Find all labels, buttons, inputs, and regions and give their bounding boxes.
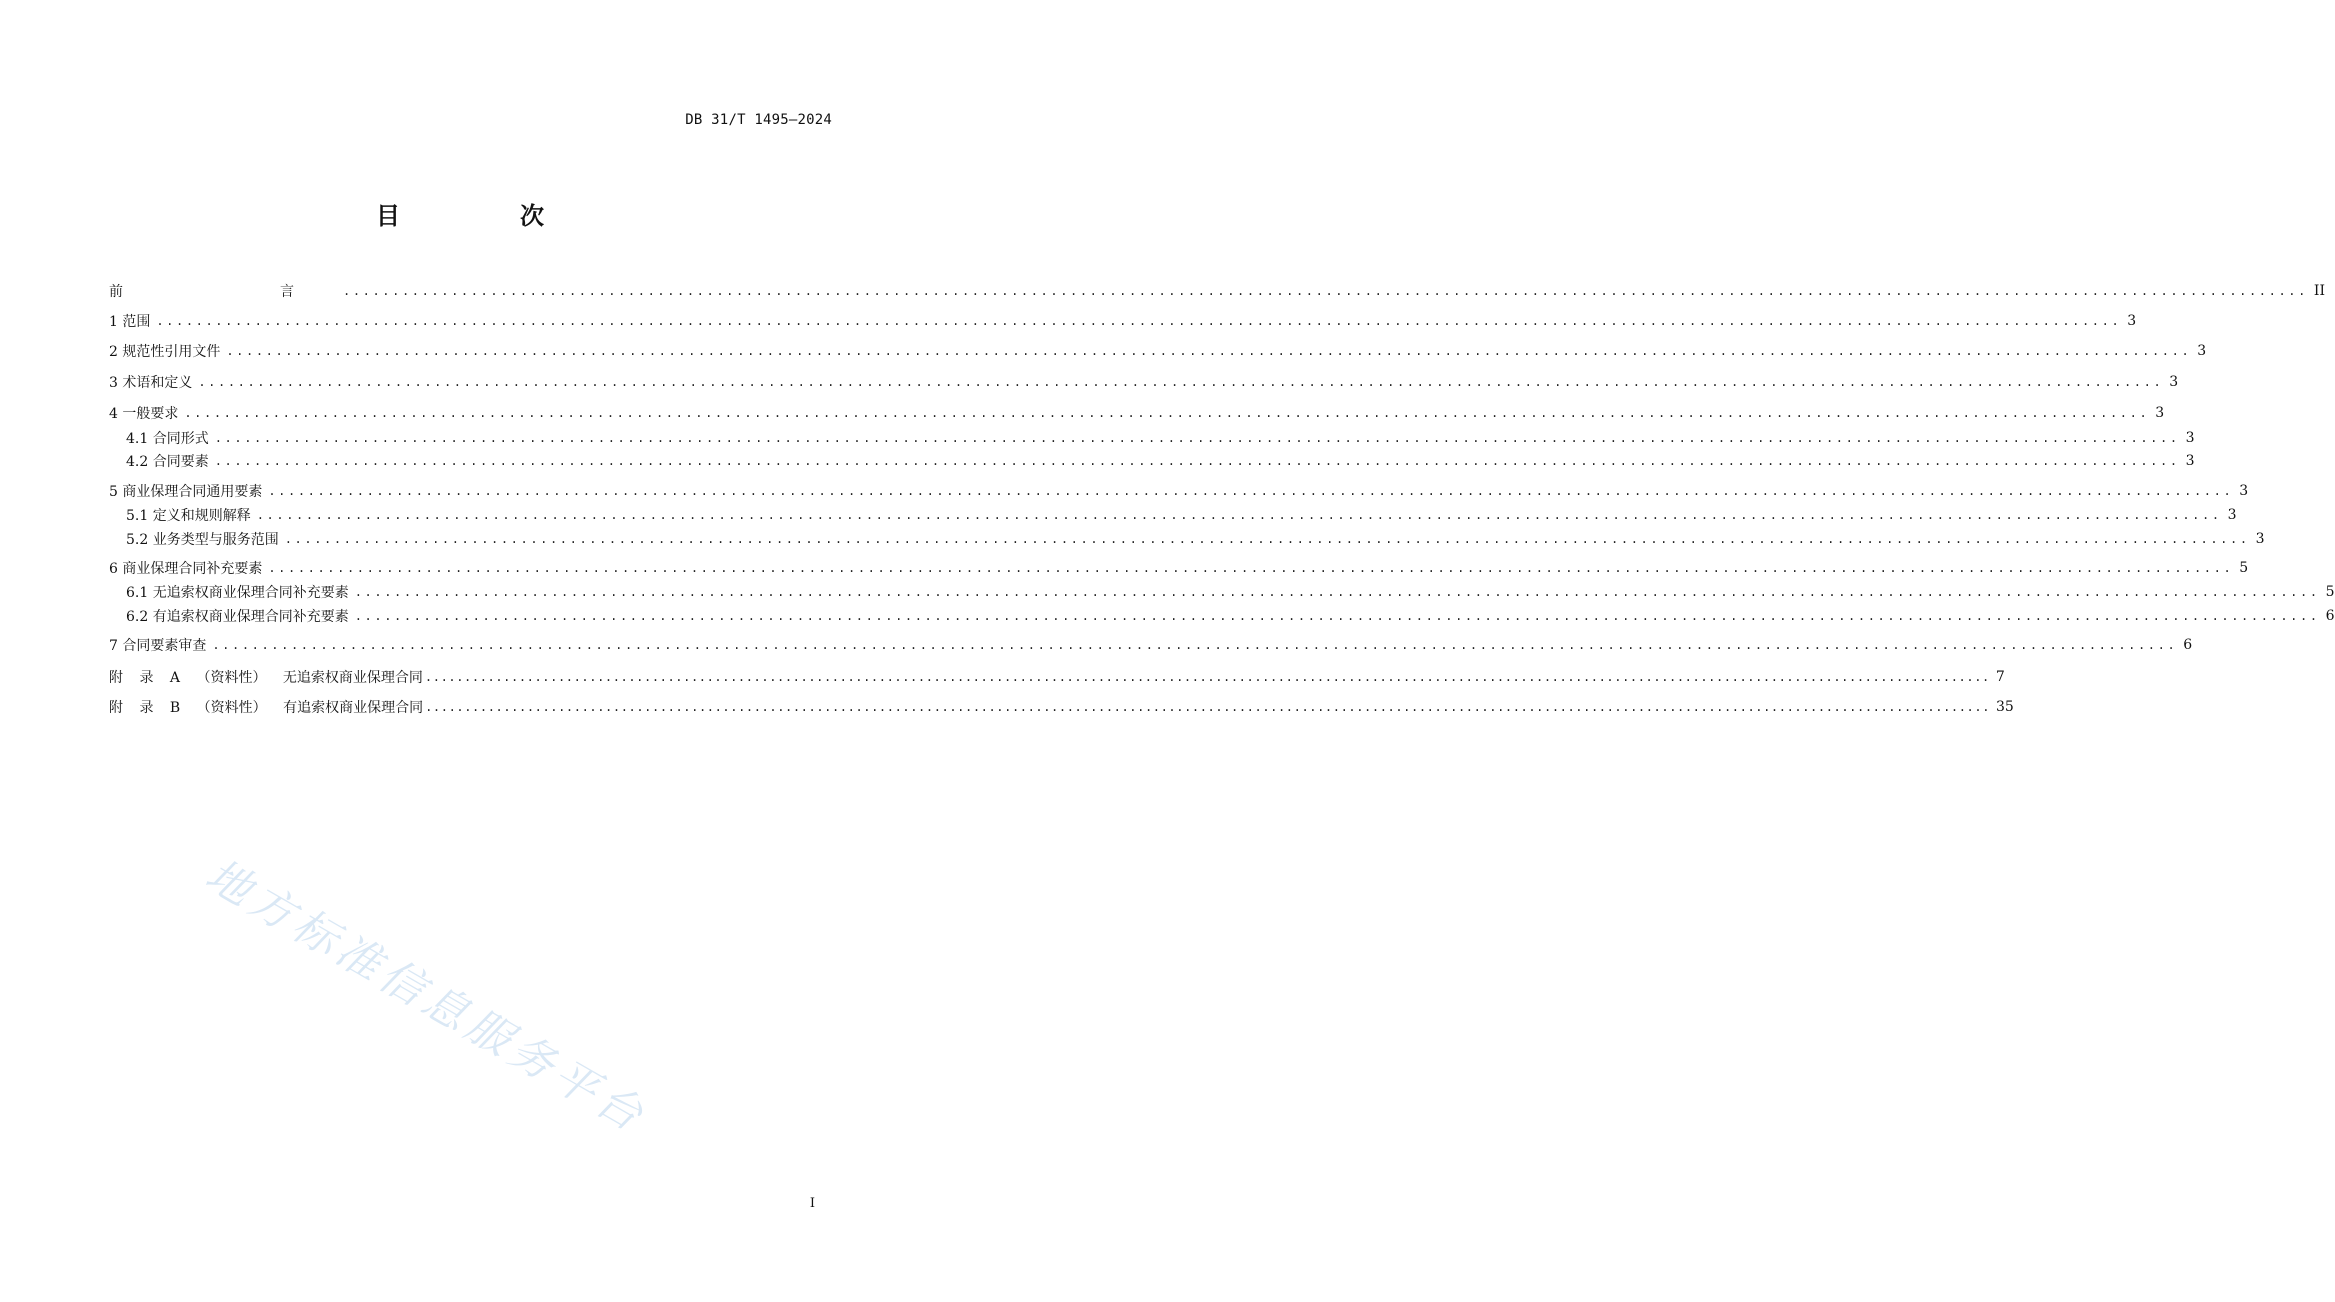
toc-leader-dots: ........................................................................................................................................................................................................ (354, 609, 2320, 623)
toc-entry-label: 6.2 有追索权商业保理合同补充要素 (126, 609, 349, 625)
toc-leader-dots: ........................................................................................................................................................................................................ (214, 454, 2180, 468)
toc-entry-label: 7 合同要素审查 (109, 638, 207, 654)
toc-entry[interactable] (109, 605, 2335, 627)
toc-leader-dots: ........................................................................................................................................................................................................ (343, 284, 2308, 298)
toc-entry[interactable] (109, 666, 2005, 688)
toc-entry-page: 6 (2183, 637, 2193, 653)
toc-entry-page: 5 (2239, 560, 2249, 576)
toc-entry-page: 35 (1996, 699, 2014, 715)
toc-leader-dots: ........................................................................................................................................................................................................ (284, 532, 2250, 546)
toc-entry-page: 6 (2325, 608, 2335, 624)
toc-leader-dots: ........................................................................................................................................................................................................ (214, 431, 2180, 445)
toc-entry-page: 3 (2185, 453, 2195, 469)
toc-entry-page: 7 (1995, 669, 2005, 685)
toc-entry-page: 3 (2197, 343, 2207, 359)
toc-entry-label: 附 录 A （资料性） 无追索权商业保理合同 (109, 670, 423, 686)
toc-leader-dots: ........................................................................................................................................................................................................ (156, 314, 2122, 328)
toc-leader-dots: ........................................................................................................................................................................................................ (268, 561, 2234, 575)
toc-entry-label: 3 术语和定义 (109, 375, 193, 391)
toc-entry[interactable] (109, 310, 2137, 332)
toc-entry-page: 3 (2169, 374, 2179, 390)
toc-leader-dots: ........................................................................................................................................................................................................ (184, 406, 2150, 420)
toc-entry-page: 3 (2155, 405, 2165, 421)
toc-leader-dots: ........................................................................................................................................................................................................ (198, 375, 2164, 389)
toc-entry-label: 6 商业保理合同补充要素 (109, 561, 263, 577)
page-number: I (809, 1196, 815, 1211)
toc-entry-label: 4 一般要求 (109, 406, 179, 422)
toc-entry-label: 4.2 合同要素 (126, 454, 209, 470)
toc-entry-page: II (2313, 283, 2325, 299)
toc-entry[interactable] (109, 634, 2193, 656)
toc-leader-dots: ........................................................................................................................................................................................................ (425, 700, 1991, 714)
toc-entry[interactable] (109, 557, 2249, 579)
toc-leader-dots: ........................................................................................................................................................................................................ (268, 484, 2234, 498)
toc-entry-page: 3 (2255, 531, 2265, 547)
toc-leader-dots: ........................................................................................................................................................................................................ (212, 638, 2178, 652)
toc-entry[interactable] (109, 340, 2207, 362)
toc-entry-label: 5 商业保理合同通用要素 (109, 484, 263, 500)
toc-entry[interactable] (109, 528, 2265, 550)
toc-leader-dots: ........................................................................................................................................................................................................ (354, 585, 2320, 599)
toc-entry-page: 3 (2227, 507, 2237, 523)
toc-entry[interactable] (109, 280, 2325, 302)
toc-entry-page: 5 (2325, 584, 2335, 600)
toc-entry[interactable] (109, 504, 2237, 526)
toc-entry[interactable] (109, 427, 2195, 449)
document-code: DB 31/T 1495—2024 (685, 112, 832, 128)
toc-leader-dots: ........................................................................................................................................................................................................ (256, 508, 2222, 522)
toc-entry-label: 1 范围 (109, 314, 151, 330)
toc-entry-page: 3 (2239, 483, 2249, 499)
toc-leader-dots: ........................................................................................................................................................................................................ (424, 670, 1990, 684)
toc-entry[interactable] (109, 480, 2249, 502)
watermark-text: 地方标准信息服务平台 (197, 849, 656, 1144)
toc-entry-label: 4.1 合同形式 (126, 431, 209, 447)
toc-entry[interactable] (109, 696, 2014, 718)
toc-entry-label: 2 规范性引用文件 (109, 344, 221, 360)
toc-entry-label: 附 录 B （资料性） 有追索权商业保理合同 (109, 700, 424, 716)
toc-entry-label: 5.1 定义和规则解释 (126, 508, 251, 524)
toc-entry-label: 前 言 (109, 284, 337, 300)
toc-entry-page: 3 (2185, 430, 2195, 446)
toc-entry[interactable] (109, 371, 2179, 393)
toc-entry[interactable] (109, 581, 2335, 603)
toc-entry[interactable] (109, 402, 2165, 424)
toc-title: 目 次 (376, 202, 592, 230)
toc-entry-label: 6.1 无追索权商业保理合同补充要素 (126, 585, 349, 601)
toc-entry[interactable] (109, 450, 2195, 472)
toc-leader-dots: ........................................................................................................................................................................................................ (226, 344, 2192, 358)
toc-entry-page: 3 (2127, 313, 2137, 329)
toc-entry-label: 5.2 业务类型与服务范围 (126, 532, 279, 548)
